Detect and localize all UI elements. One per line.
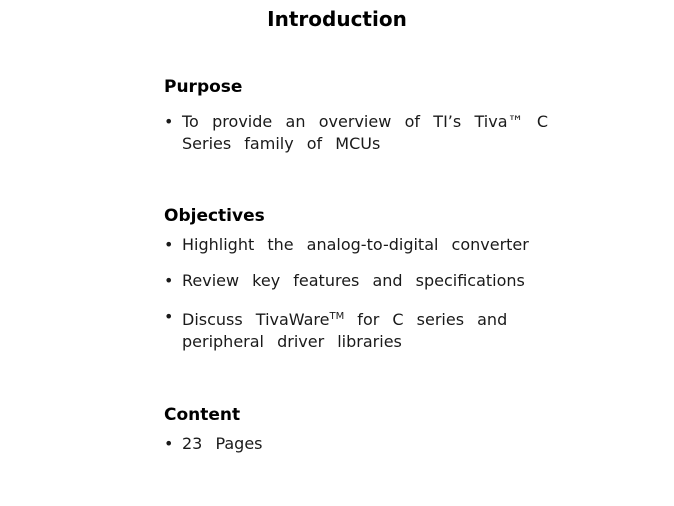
content-bullet-list	[164, 433, 548, 455]
bullet-line: To provide an overview of TI’s Tiva™ C	[182, 112, 548, 131]
bullet-text-segment: Discuss TivaWare	[182, 310, 330, 329]
list-item	[164, 234, 548, 256]
bullet-text	[182, 306, 548, 353]
bullet-icon: •	[164, 434, 174, 453]
bullet-text: Review key features and specifications	[182, 271, 525, 290]
section-objectives	[164, 205, 548, 353]
bullet-line	[182, 306, 548, 331]
page-title: Introduction	[267, 7, 407, 31]
bullet-icon: •	[164, 112, 174, 131]
bullet-text-segment: for C series and	[344, 310, 508, 329]
bullet-line: Series family of MCUs	[182, 134, 381, 153]
bullet-text	[182, 111, 548, 155]
bullet-line: peripheral driver libraries	[182, 332, 402, 351]
section-purpose	[164, 76, 548, 155]
list-item	[164, 433, 548, 455]
section-heading-objectives: Objectives	[164, 206, 265, 226]
bullet-icon: •	[164, 271, 174, 290]
section-heading-purpose: Purpose	[164, 77, 243, 97]
section-content	[164, 404, 548, 455]
purpose-bullet-list	[164, 111, 548, 155]
list-item	[164, 270, 548, 292]
bullet-text: Highlight the analog-to-digital converter	[182, 235, 529, 254]
list-item	[164, 111, 548, 155]
objectives-bullet-list	[164, 234, 548, 353]
list-item	[164, 306, 548, 353]
bullet-icon: •	[164, 307, 174, 326]
section-heading-content: Content	[164, 405, 241, 425]
bullet-icon: •	[164, 235, 174, 254]
trademark-superscript: TM	[329, 311, 345, 322]
bullet-text: 23 Pages	[182, 434, 263, 453]
